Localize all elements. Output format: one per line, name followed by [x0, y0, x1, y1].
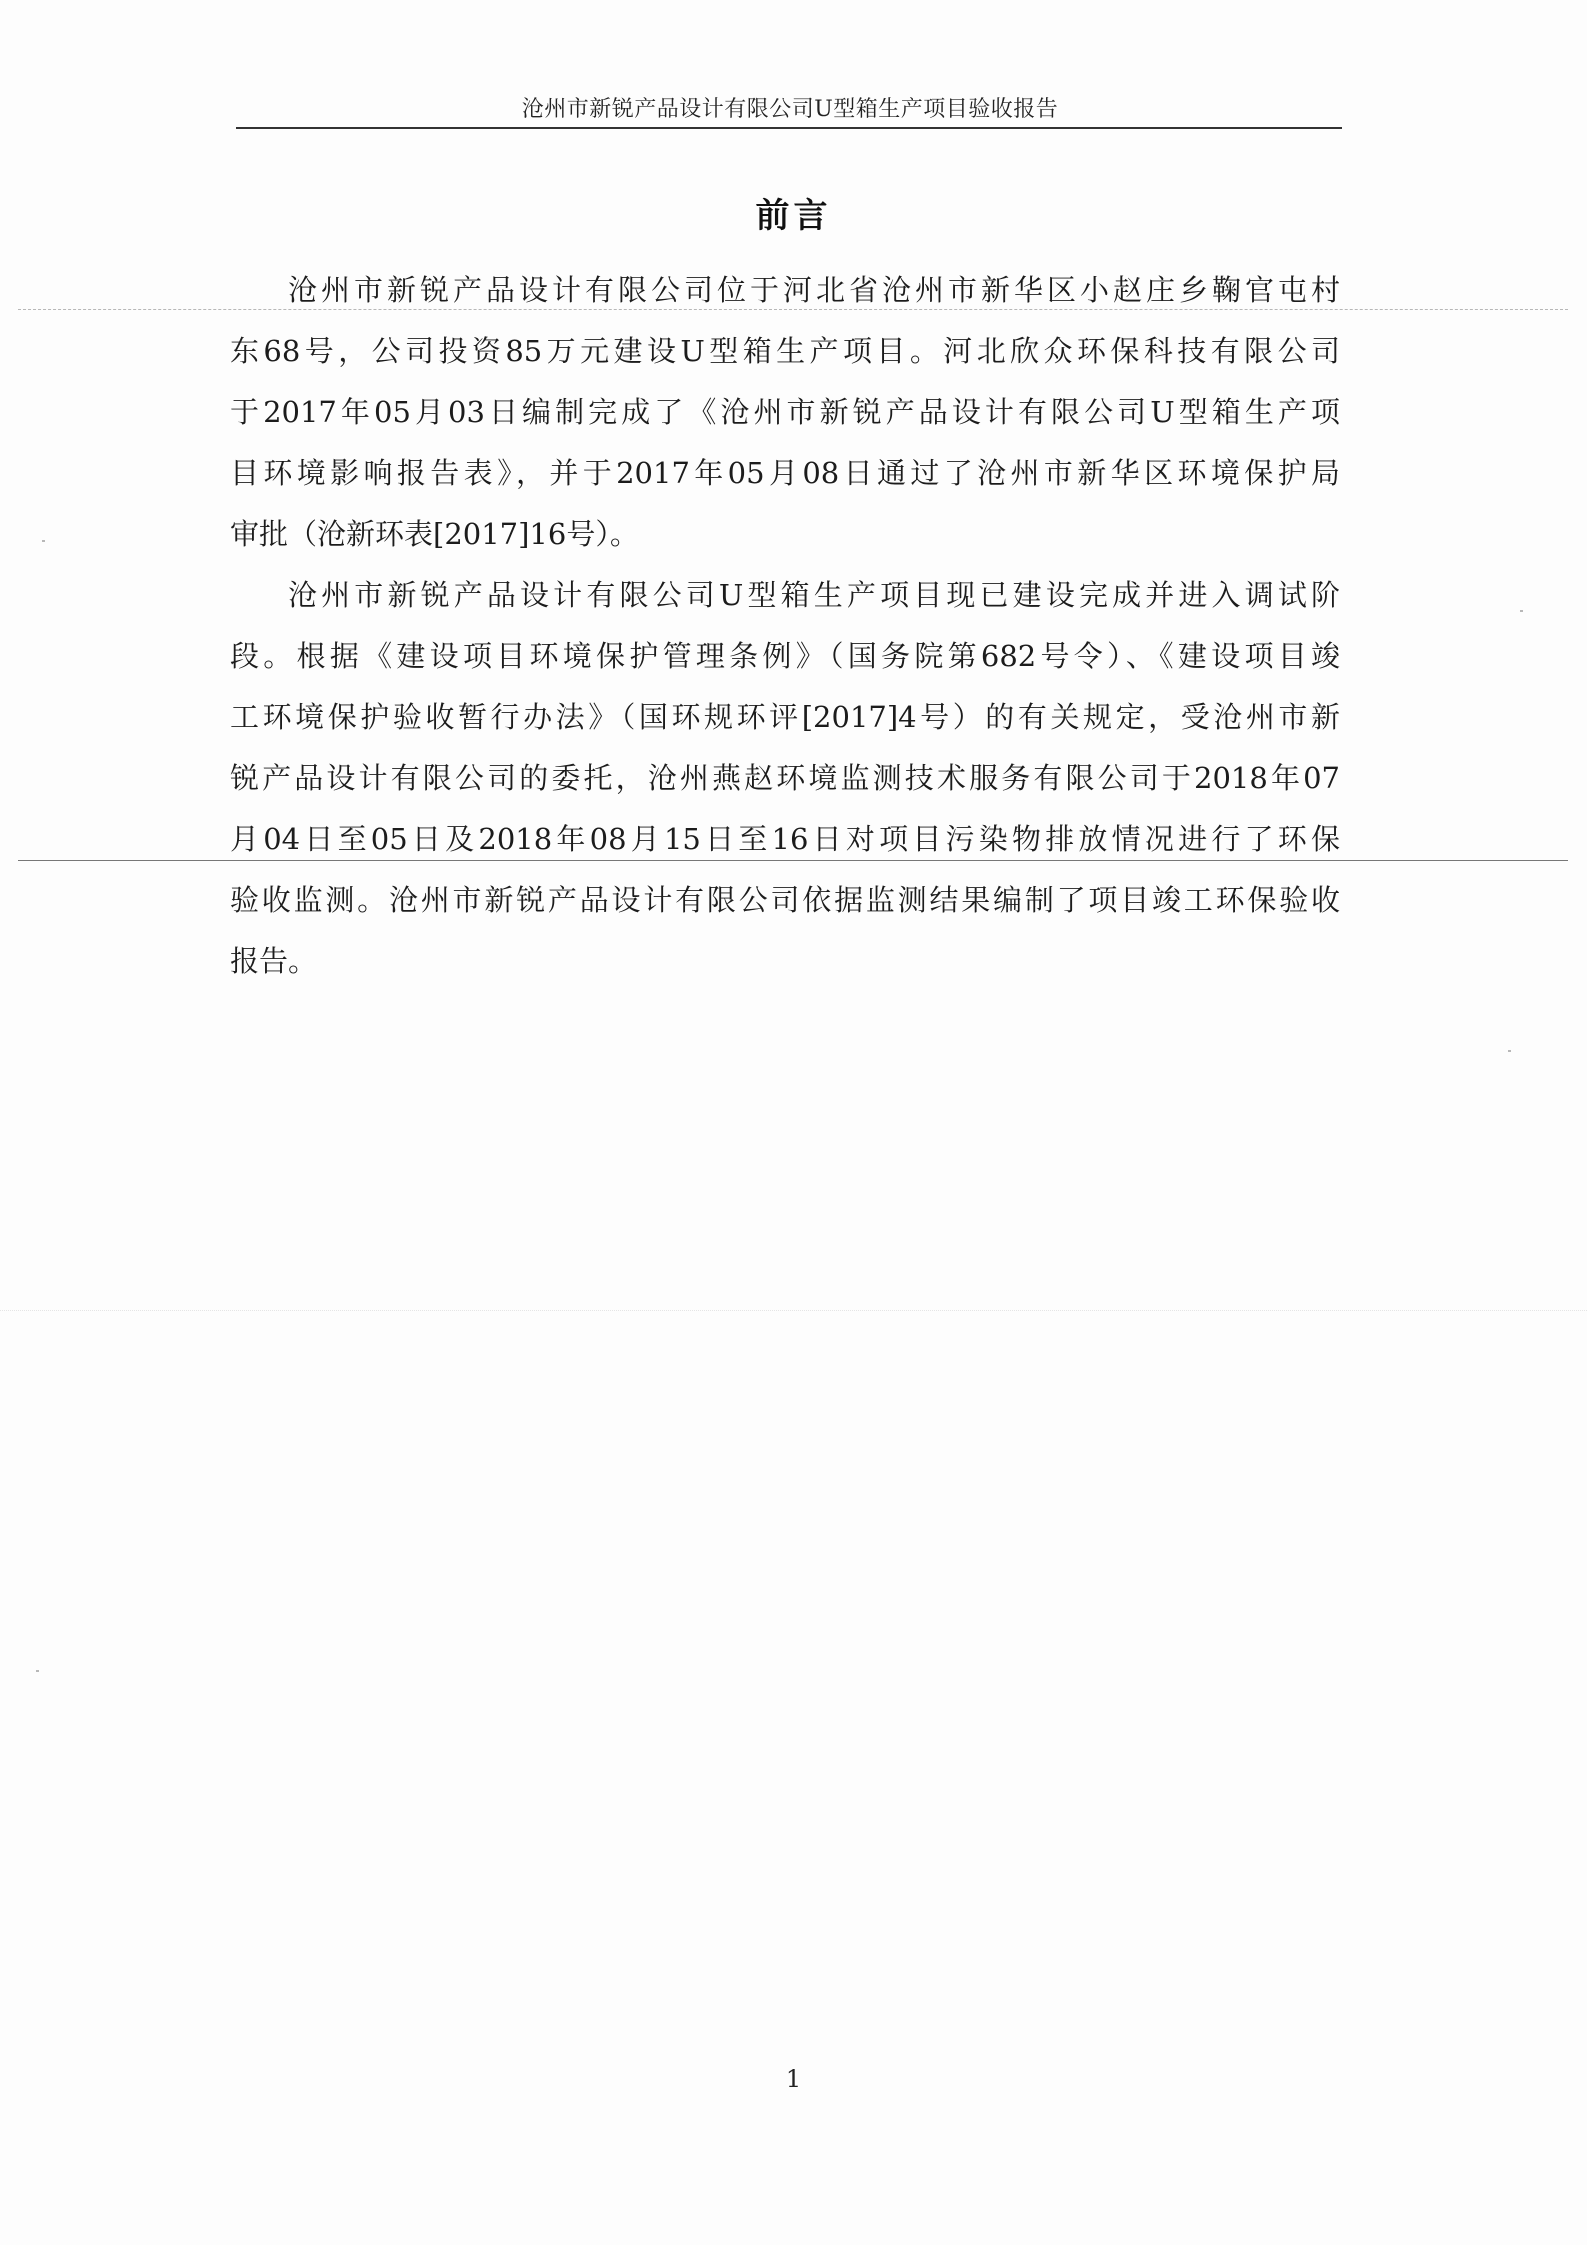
text-line: 东68号，公司投资85万元建设U型箱生产项目。河北欣众环保科技有限公司	[230, 334, 1340, 368]
paragraph-2	[230, 565, 1340, 992]
text-line: 沧州市新锐产品设计有限公司U型箱生产项目现已建设完成并进入调试阶	[288, 578, 1340, 612]
preface-body	[230, 260, 1340, 992]
text-line: 目环境影响报告表》，并于2017年05月08日通过了沧州市新华区环境保护局	[230, 456, 1340, 490]
text-line: 沧州市新锐产品设计有限公司位于河北省沧州市新华区小赵庄乡鞠官屯村	[288, 273, 1340, 307]
paragraph-1	[230, 260, 1340, 565]
text-line: 工环境保护验收暂行办法》（国环规环评[2017]4号）的有关规定，受沧州市新	[230, 700, 1340, 734]
text-line: 报告。	[230, 944, 318, 978]
scan-speck	[1508, 1050, 1511, 1052]
text-line: 于2017年05月03日编制完成了《沧州市新锐产品设计有限公司U型箱生产项	[230, 395, 1340, 429]
scan-speck	[1520, 610, 1523, 612]
scan-speck	[36, 1670, 39, 1672]
page-number: 1	[785, 2065, 802, 2093]
text-line: 审批（沧新环表[2017]16号）。	[230, 517, 639, 551]
text-line: 段。根据《建设项目环境保护管理条例》（国务院第682号令）、《建设项目竣	[230, 639, 1340, 673]
running-header: 沧州市新锐产品设计有限公司U型箱生产项目验收报告	[521, 97, 1059, 122]
page-title: 前言	[755, 196, 832, 236]
scan-speck	[42, 540, 45, 542]
text-line: 锐产品设计有限公司的委托，沧州燕赵环境监测技术服务有限公司于2018年07	[230, 761, 1340, 795]
header-rule	[236, 127, 1342, 129]
text-line: 月04日至05日及2018年08月15日至16日对项目污染物排放情况进行了环保	[230, 822, 1340, 856]
text-line: 验收监测。沧州市新锐产品设计有限公司依据监测结果编制了项目竣工环保验收	[230, 883, 1340, 917]
scan-artifact-line	[0, 1310, 1587, 1311]
